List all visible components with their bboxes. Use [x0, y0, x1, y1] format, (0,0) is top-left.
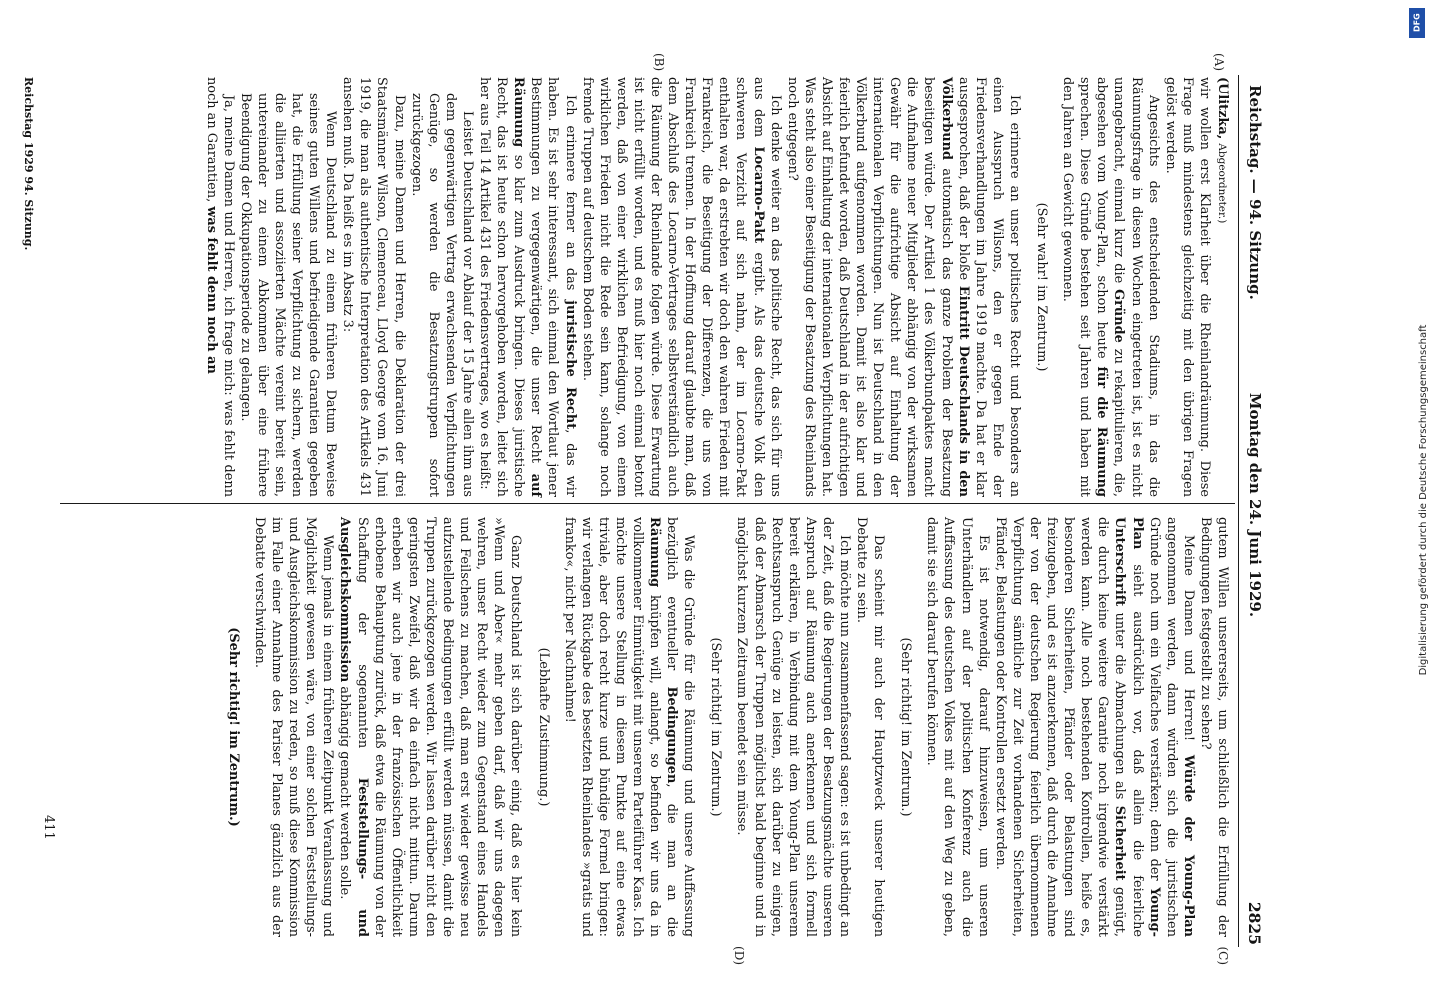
- interjection: (Sehr richtig! im Zentrum.): [225, 627, 241, 827]
- margin-marker-d: (D): [732, 946, 746, 965]
- header-rule: [1238, 75, 1239, 947]
- header-date: Montag den 24. Juni 1929.: [1246, 392, 1264, 618]
- margin-marker-b: (B): [652, 53, 666, 72]
- funding-notice: Digitalisierung gefördert durch die Deutsche Forschungsgemeinschaft: [1418, 324, 1429, 676]
- paragraph: Es ist notwendig, darauf hinzuweisen, um unseren Unterhändlern auf der politischen Konferenz auch die Auffassung des deutschen Volkes mit auf den Weg zu geben, damit sie sich darauf berufen können.: [924, 517, 991, 937]
- paragraph: Meine Damen und Herren! Würde der Young-Plan angenommen werden, dann würden sich die juristischen Gründe noch um ein Vielfaches verstärken; denn der Young-Plan sieht ausdrücklich vor, daß allein die feierliche Unterschrift unter die Abmachungen als Sicherheit genügt, die durch keine weitere Garantie noch irgendwie verstärkt werden kann. Alle noch bestehenden Kontrollen, heiße es, besonderen Sicherheiten, Pfänder oder Belastungen sind freizugeben, und es ist anzuerkennen, daß durch die Annahme der von der deutschen Regierung feierlich übernommenen Verpflichtung sämtliche zur Zeit vorhandenen Sicherheiten, Pfänder, Belastungen oder Kontrollen ersetzt werden.: [992, 517, 1196, 937]
- paragraph: wir wollen erst Klarheit über die Rheinlandräumung. Diese Frage muß mindestens gleichzeitig mit den übrigen Fragen gelöst werden.: [1162, 77, 1212, 497]
- speaker-role: Abgeordneter.): [1216, 143, 1228, 224]
- right-column: [215, 517, 1231, 937]
- quotation: Leistet Deutschland vor Ablauf der 15 Jahre allen ihm aus dem gegenwärtigen Vertrag erwachsenden Verpflichtungen Genüge, so werden die Besatzungstruppen sofort zurückgezogen.: [408, 93, 475, 497]
- paragraph: Ich erinnere ferner an das juristische Recht, das wir haben. Es ist sehr interessant, sich einmal den Wortlaut jener Bestimmungen zu vergegenwärtigen, die unser Recht auf Räumung so klar zum Ausdruck bringen. Dieses juristische Recht, das ist heute schon hervorgehoben worden, leitet sich her aus Teil 14 Artikel 431 des Friedensvertrages, wo es heißt:: [477, 77, 578, 497]
- margin-marker-a: (A): [1212, 53, 1226, 72]
- paragraph: Wenn jemals in einem früheren Zeitpunkt Veranlassung und Möglichkeit gewesen wäre, von einer solchen Feststellungs- und Ausgleichskommission zu reden, so muß diese Kommission im Falle einer Annahme des Pariser Planes gänzlich aus der Debatte verschwinden.: [252, 517, 336, 937]
- paragraph: Ich denke weiter an das politische Recht, das sich für uns aus dem Locarno-Pakt ergibt. Als das deutsche Volk den schweren Verzicht auf sich nahm, der im Locarno-Pakt enthalten war, da erstrebten wir doch den wahren Frieden mit Frankreich, die Beseitigung der Differenzen, die uns von Frankreich trennen. In der Hoffnung darauf glaubte man, daß dem Abschluß des Locarno-Vertrages selbstverständlich auch die Räumung der Rheinlande folgen würde. Diese Erwartung ist nicht erfüllt worden, und es muß hier noch einmal betont werden, daß von einer wirklichen Befriedigung, von einem wirklichen Frieden nicht die Rede sein kann, solange noch fremde Truppen auf deutschem Boden stehen.: [579, 77, 783, 497]
- rotated-document-page: [17, 53, 1267, 965]
- paragraph: Ich erinnere an unser politisches Recht und besonders an einen Ausspruch Wilsons, den er gegen Ende der Friedensverhandlungen im Jahre 1919 machte. Da hat er klar ausgesprochen, daß der bloße Eintritt Deutschlands in den Völkerbund automatisch das ganze Problem der Besatzung beseitigen würde. Der Artikel 1 des Völkerbundpaktes macht die Aufnahme neuer Mitglieder abhängig von der wirksamen Gewähr für die aufrichtige Absicht auf Einhaltung der internationalen Verpflichtungen. Nun ist Deutschland in den Völkerbund aufgenommen worden. Damit ist also klar und feierlich befundet worden, daß Deutschland in der aufrichtigen Absicht auf Einhaltung der internationalen Verpflichtungen hat. Was steht also einer Beseitigung der Besatzung des Rheinlands noch entgegen?: [784, 77, 1022, 497]
- interjection: (Lebhafte Zustimmung.): [535, 647, 551, 807]
- page-header: [1241, 55, 1267, 955]
- footer-session: Reichstag 1929 94. Sitzung.: [22, 77, 35, 251]
- left-column: [202, 77, 1231, 497]
- paragraph: Angesichts des entscheidenden Stadiums, in das die Räumungsfrage in diesen Wochen eingetreten ist, ist es nicht unangebracht, einmal kurz die Gründe zu rekapitulieren, die, abgesehen vom Young-Plan, schon heute für die Räumung sprechen. Diese Gründe bestehen seit Jahren und haben mit den Jahren an Gewicht gewonnen.: [1060, 77, 1161, 497]
- interjection: (Sehr wahr! im Zentrum.): [1034, 202, 1050, 372]
- page-number: 2825: [1245, 901, 1264, 945]
- margin-marker-c: (C): [1216, 946, 1230, 965]
- footer-signature: 411: [41, 815, 56, 840]
- paragraph: Das scheint mir auch der Hauptzweck unserer heutigen Debatte zu sein.: [854, 517, 887, 937]
- quotation: Wenn Deutschland zu einem früheren Datum Beweise seines guten Willens und befriedigende Garantien gegeben hat, die Erfüllung seiner Verpflichtung zu sichern, werden die alliierten und assoziierten Mächte vereint bereit sein, untereinander zu einem Abkommen über eine frühere Beendigung der Okkupationsperiode zu gelangen.: [237, 93, 339, 497]
- paragraph: Ganz Deutschland ist sich darüber einig, daß es hier kein »Wenn und Aber« mehr geben darf, daß wir uns dagegen wehren, unser Recht wieder zum Gegenstand eines Handels und Feilschens zu machen, daß man erst wieder gewisse neu aufzustellende Bedingungen erfüllt werden müssen, damit die Truppen zurückgezogen werden. Wir lassen darüber nicht den geringsten Zweifel, daß wir da einfach nicht mittun. Darum erheben wir auch jene in der französischen Öffentlichkeit erhobene Behauptung zurück, daß etwa die Räumung von der Schaffung der sogenannten Feststellungs- und Ausgleichskommission abhängig gemacht werden solle.: [337, 517, 524, 937]
- paragraph: Was die Gründe für die Räumung und unsere Auffassung bezüglich eventueller Bedingungen, die man an die Räumung knüpfen will, anlangt, so befinden wir uns da in vollkommener Einmütigkeit mit unserem Parteiführer Kaas. Ich möchte unsere Stellung in diesem Punkte auf eine etwas triviale, aber doch recht kurze und bündige Formel bringen: wir verlangen Rückgabe des besetzten Rheinlandes »gratis und franko«, nicht per Nachnahme!: [561, 517, 697, 937]
- paragraph: Dazu, meine Damen und Herren, die Deklaration der drei Staatsmänner Wilson, Clemenceau, Lloyd George vom 16. Juni 1919, die man als authentische Interpretation des Artikels 431 ansehen muß. Da heißt es im Absatz 3:: [340, 77, 407, 497]
- column-divider: [60, 503, 1235, 504]
- paragraph: gutem Willen unsererseits, um schließlich die Erfüllung der Bedingungen festgestellt zu sehen?: [1197, 517, 1230, 937]
- dfg-logo-icon: DFG: [1409, 8, 1425, 38]
- paragraph: Ich möchte nun zusammenfassend sagen: es ist unbedingt an der Zeit, daß die Regierungen der Besatzungsmächte unseren Anspruch auf Räumung auch anerkennen und sich formell bereit erklären, in Verbindung mit dem Young-Plan unserem Rechtsanspruch Genüge zu leisten, sich darüber zu einigen, daß der Abmarsch der Truppen möglichst bald beginne und in möglichst kurzem Zeitraum beendet sein müsse.: [734, 517, 853, 937]
- interjection: (Sehr richtig! im Zentrum.): [898, 637, 914, 817]
- speaker-line: [1213, 77, 1231, 497]
- paragraph: Ja, meine Damen und Herren, ich frage mich: was fehlt denn noch an Garantien, was fehlt denn noch an: [203, 77, 236, 497]
- header-left: Reichstag. — 94. Sitzung.: [1246, 85, 1264, 300]
- interjection: (Sehr richtig! im Zentrum.): [708, 637, 724, 817]
- speaker-name: (Ulitzka,: [1215, 77, 1230, 140]
